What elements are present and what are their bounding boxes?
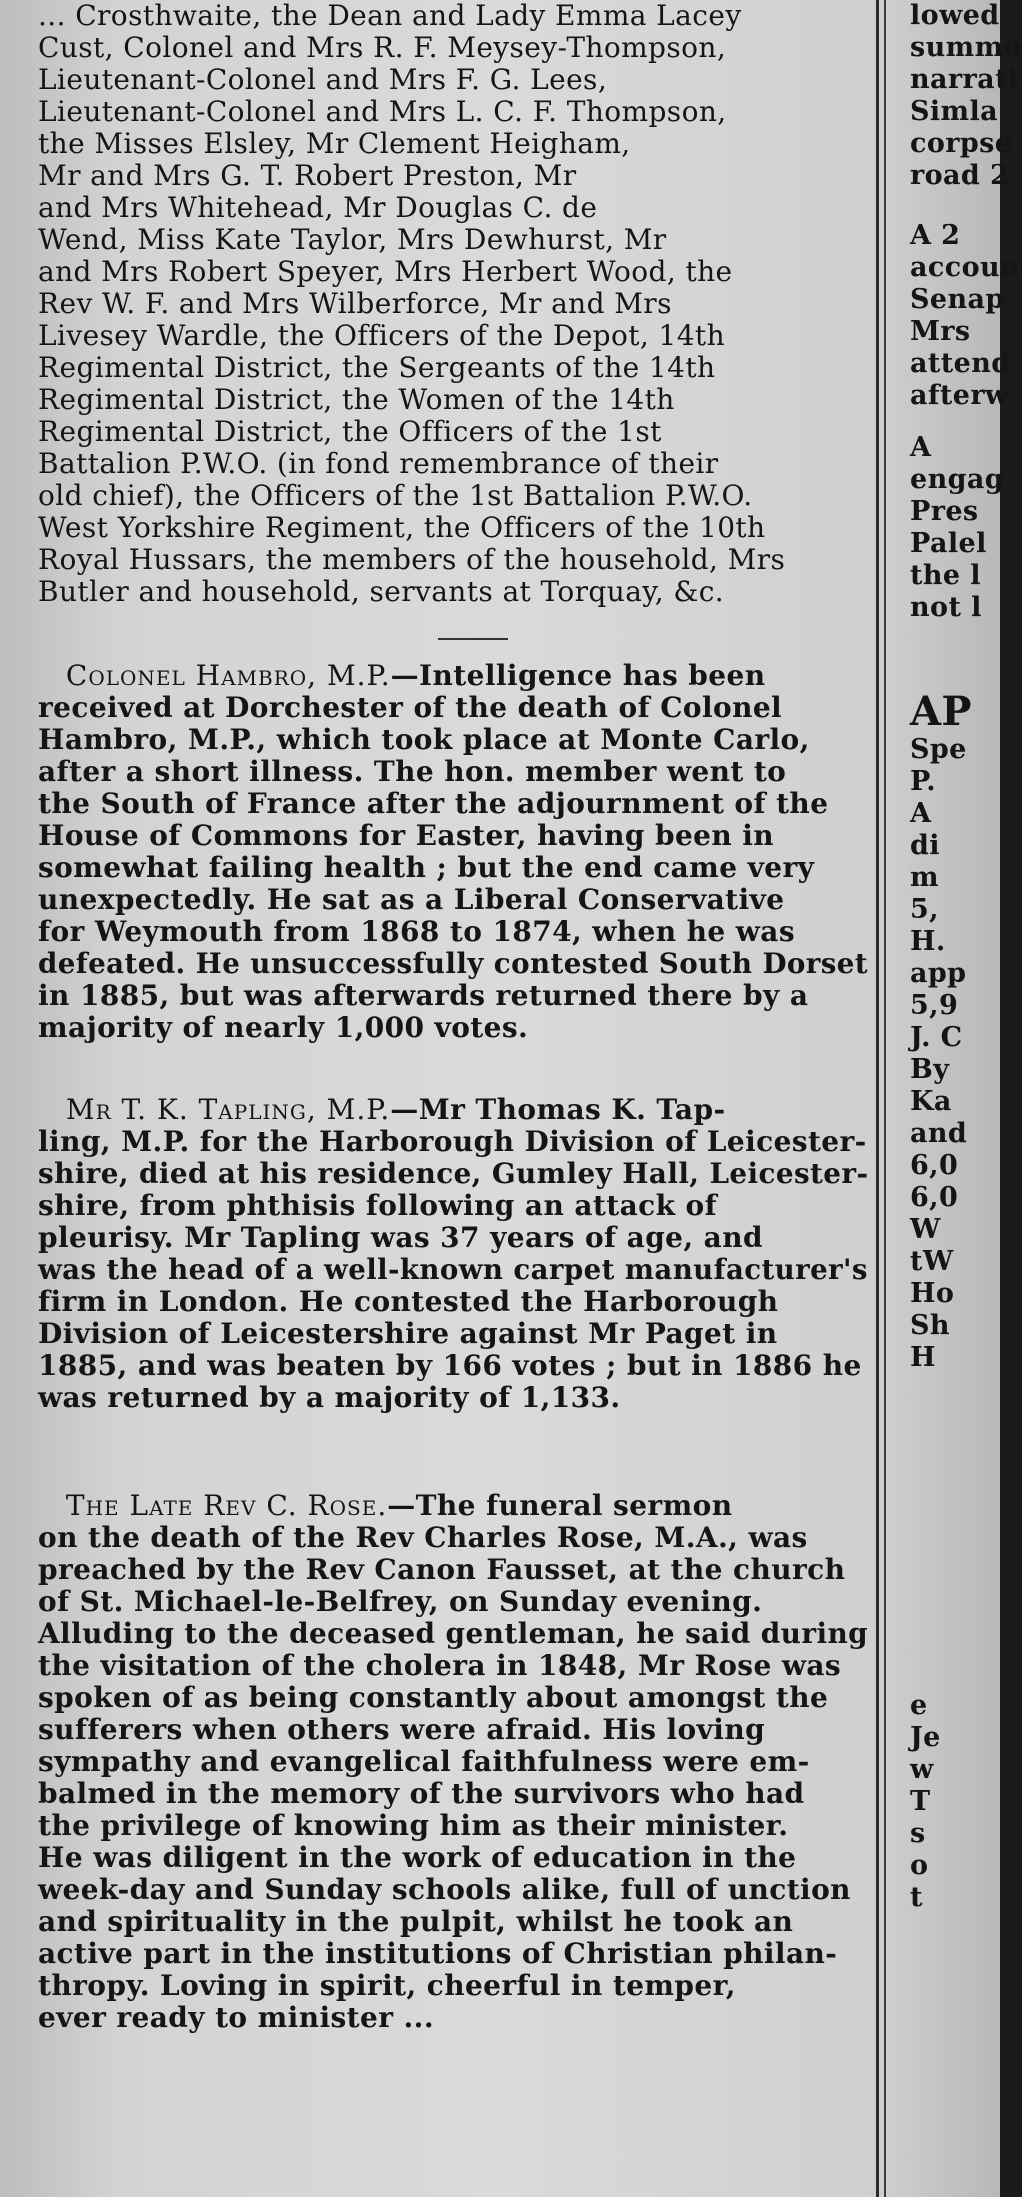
tapling-text-line: pleurisy. Mr Tapling was 37 years of age, and	[38, 1221, 763, 1254]
hambro-heading: Colonel Hambro, M.P.	[65, 659, 391, 692]
adjacent-text-line: tW	[910, 1246, 954, 1277]
rose-text-line: thropy. Loving in spirit, cheerful in temper,	[38, 1969, 736, 2002]
obituary-rose	[38, 1490, 871, 2034]
adjacent-text-line: A 2	[910, 220, 961, 251]
guest-list-line: Royal Hussars, the members of the household, Mrs	[38, 543, 786, 576]
tapling-text-line: firm in London. He contested the Harborough	[38, 1285, 779, 1318]
guest-list-line: and Mrs Whitehead, Mr Douglas C. de	[38, 191, 598, 224]
rose-text-line: on the death of the Rev Charles Rose, M.A., was	[38, 1521, 808, 1554]
adjacent-text-line: 5,	[910, 894, 939, 925]
adjacent-text-line: the l	[910, 560, 981, 591]
adjacent-block-3	[910, 432, 1004, 624]
adjacent-text-line: Ho	[910, 1278, 955, 1309]
adjacent-text-line: lowed	[910, 0, 1000, 31]
adjacent-text-line: 6,0	[910, 1150, 959, 1181]
hambro-text-line: for Weymouth from 1868 to 1874, when he was	[38, 915, 795, 948]
adjacent-text-line: and	[910, 1118, 968, 1149]
guest-list-line: Rev W. F. and Mrs Wilberforce, Mr and Mrs	[38, 287, 672, 320]
adjacent-text-line: Mrs	[910, 316, 971, 347]
adjacent-text-line: Simla	[910, 96, 999, 127]
main-article-column	[38, 0, 890, 2197]
adjacent-text-line: P.	[910, 766, 937, 797]
adjacent-text-line: Pres	[910, 496, 979, 527]
adjacent-text-line: s	[910, 1818, 926, 1849]
guest-list-paragraph	[38, 0, 785, 608]
adjacent-text-line: w	[910, 1754, 934, 1785]
adjacent-text-line: T	[910, 1786, 931, 1817]
adjacent-text-line: afterw	[910, 380, 1009, 411]
hambro-text-line: received at Dorchester of the death of Colonel	[38, 691, 783, 724]
adjacent-block-2	[910, 220, 1020, 412]
adjacent-text-line: road 2	[910, 160, 1010, 191]
rose-heading: The Late Rev C. Rose.	[65, 1489, 388, 1522]
adjacent-text-line: t	[910, 1882, 923, 1913]
rose-text-line: active part in the institutions of Christian philan-	[38, 1937, 838, 1970]
guest-list-line: Wend, Miss Kate Taylor, Mrs Dewhurst, Mr	[38, 223, 667, 256]
hambro-first-line: Colonel Hambro, M.P.—Intelligence has been	[65, 659, 766, 692]
hambro-text-line: majority of nearly 1,000 votes.	[38, 1011, 529, 1044]
guest-list-line: and Mrs Robert Speyer, Mrs Herbert Wood, the	[38, 255, 733, 288]
obituary-tapling	[38, 1094, 879, 1414]
rose-text-line: balmed in the memory of the survivors who had	[38, 1777, 805, 1810]
adjacent-text-line: o	[910, 1850, 929, 1881]
rose-text-line: sympathy and evangelical faithfulness were em-	[38, 1745, 810, 1778]
rose-text-line: of St. Michael-le-Belfrey, on Sunday evening.	[38, 1585, 763, 1618]
adjacent-text-line: Palel	[910, 528, 987, 559]
adjacent-text-line: J. C	[910, 1022, 963, 1053]
adjacent-text-line: m	[910, 862, 939, 893]
guest-list-line: old chief), the Officers of the 1st Battalion P.W.O.	[38, 479, 753, 512]
rose-text-line: sufferers when others were afraid. His loving	[38, 1713, 766, 1746]
adjacent-text-line: attend	[910, 348, 1011, 379]
adjacent-text-line: H	[910, 1342, 936, 1373]
adjacent-block-1	[910, 0, 1022, 192]
hambro-text-line: defeated. He unsuccessfully contested South Dorset	[38, 947, 869, 980]
adjacent-text-line: di	[910, 830, 940, 861]
adjacent-text-line: 5,9	[910, 990, 959, 1021]
guest-list-line: the Misses Elsley, Mr Clement Heigham,	[38, 127, 631, 160]
tapling-heading: Mr T. K. Tapling, M.P.	[65, 1093, 391, 1126]
guest-list-line: ... Crosthwaite, the Dean and Lady Emma Lacey	[38, 0, 742, 32]
adjacent-block-4	[910, 690, 972, 1374]
adjacent-text-line: Spe	[910, 734, 967, 765]
hambro-text-line: after a short illness. The hon. member went to	[38, 755, 787, 788]
rose-first-line: The Late Rev C. Rose.—The funeral sermon	[65, 1489, 733, 1522]
adjacent-text-line: summo	[910, 32, 1022, 63]
adjacent-text-line: app	[910, 958, 967, 989]
rose-text-line: and spirituality in the pulpit, whilst he took an	[38, 1905, 794, 1938]
hambro-text-line: somewhat failing health ; but the end came very	[38, 851, 815, 884]
rose-text-line: preached by the Rev Canon Fausset, at the church	[38, 1553, 846, 1586]
adjacent-text-line: 6,0	[910, 1182, 959, 1213]
hambro-text-line: House of Commons for Easter, having been in	[38, 819, 775, 852]
guest-list-line: Livesey Wardle, the Officers of the Depot, 14th	[38, 319, 726, 352]
guest-list-line: Regimental District, the Officers of the 1st	[38, 415, 662, 448]
adjacent-heading: AP	[910, 688, 972, 735]
adjacent-text-line: accoun	[910, 252, 1021, 283]
guest-list-line: Regimental District, the Women of the 14th	[38, 383, 675, 416]
tapling-text-line: was returned by a majority of 1,133.	[38, 1381, 621, 1414]
guest-list-line: Regimental District, the Sergeants of the 14th	[38, 351, 716, 384]
adjacent-text-line: W	[910, 1214, 941, 1245]
obituary-hambro	[38, 660, 876, 1044]
rose-text-line: He was diligent in the work of education in the	[38, 1841, 797, 1874]
adjacent-text-line: Ka	[910, 1086, 952, 1117]
column-rule	[876, 0, 879, 2197]
guest-list-line: West Yorkshire Regiment, the Officers of the 10th	[38, 511, 766, 544]
rose-text-line: ever ready to minister ...	[38, 2001, 434, 2034]
adjacent-text-line: By	[910, 1054, 950, 1085]
hambro-text-line: Hambro, M.P., which took place at Monte Carlo,	[38, 723, 810, 756]
rose-text-line: the privilege of knowing him as their minister.	[38, 1809, 789, 1842]
guest-list-line: Lieutenant-Colonel and Mrs L. C. F. Thompson,	[38, 95, 727, 128]
tapling-text-line: was the head of a well-known carpet manufacturer's	[38, 1253, 868, 1286]
adjacent-text-line: A	[910, 432, 932, 463]
adjacent-text-line: corpse	[910, 128, 1013, 159]
rose-text-line: the visitation of the cholera in 1848, Mr Rose was	[38, 1649, 842, 1682]
tapling-text-line: shire, died at his residence, Gumley Hall, Leicester-	[38, 1157, 869, 1190]
tapling-text-line: 1885, and was beaten by 166 votes ; but in 1886 he	[38, 1349, 862, 1382]
tapling-text-line: ling, M.P. for the Harborough Division of Leicester-	[38, 1125, 867, 1158]
rose-text-line: Alluding to the deceased gentleman, he said during	[38, 1617, 869, 1650]
adjacent-column-fragment	[910, 0, 1022, 2197]
adjacent-text-line: e	[910, 1690, 928, 1721]
column-rule-inner	[884, 0, 886, 2197]
adjacent-text-line: engag	[910, 464, 1005, 495]
adjacent-text-line: Je	[910, 1722, 941, 1753]
adjacent-text-line: A	[910, 798, 932, 829]
adjacent-text-line: H.	[910, 926, 946, 957]
guest-list-line: Cust, Colonel and Mrs R. F. Meysey-Thompson,	[38, 31, 727, 64]
rose-text-line: spoken of as being constantly about amongst the	[38, 1681, 829, 1714]
adjacent-text-line: narrati	[910, 64, 1019, 95]
adjacent-text-line: Senap	[910, 284, 1005, 315]
tapling-text-line: Division of Leicestershire against Mr Paget in	[38, 1317, 778, 1350]
adjacent-text-line: not l	[910, 592, 982, 623]
rose-text-line: week-day and Sunday schools alike, full of unction	[38, 1873, 851, 1906]
adjacent-block-5	[910, 1690, 941, 1914]
section-divider	[438, 638, 508, 650]
guest-list-line: Butler and household, servants at Torquay, &c.	[38, 575, 725, 608]
tapling-text-line: shire, from phthisis following an attack of	[38, 1189, 718, 1222]
guest-list-line: Battalion P.W.O. (in fond remembrance of their	[38, 447, 719, 480]
hambro-text-line: the South of France after the adjournment of the	[38, 787, 829, 820]
guest-list-line: Mr and Mrs G. T. Robert Preston, Mr	[38, 159, 577, 192]
hambro-text-line: unexpectedly. He sat as a Liberal Conservative	[38, 883, 785, 916]
tapling-first-line: Mr T. K. Tapling, M.P.—Mr Thomas K. Tap-	[65, 1093, 726, 1126]
hambro-text-line: in 1885, but was afterwards returned there by a	[38, 979, 809, 1012]
guest-list-line: Lieutenant-Colonel and Mrs F. G. Lees,	[38, 63, 608, 96]
adjacent-text-line: Sh	[910, 1310, 950, 1341]
